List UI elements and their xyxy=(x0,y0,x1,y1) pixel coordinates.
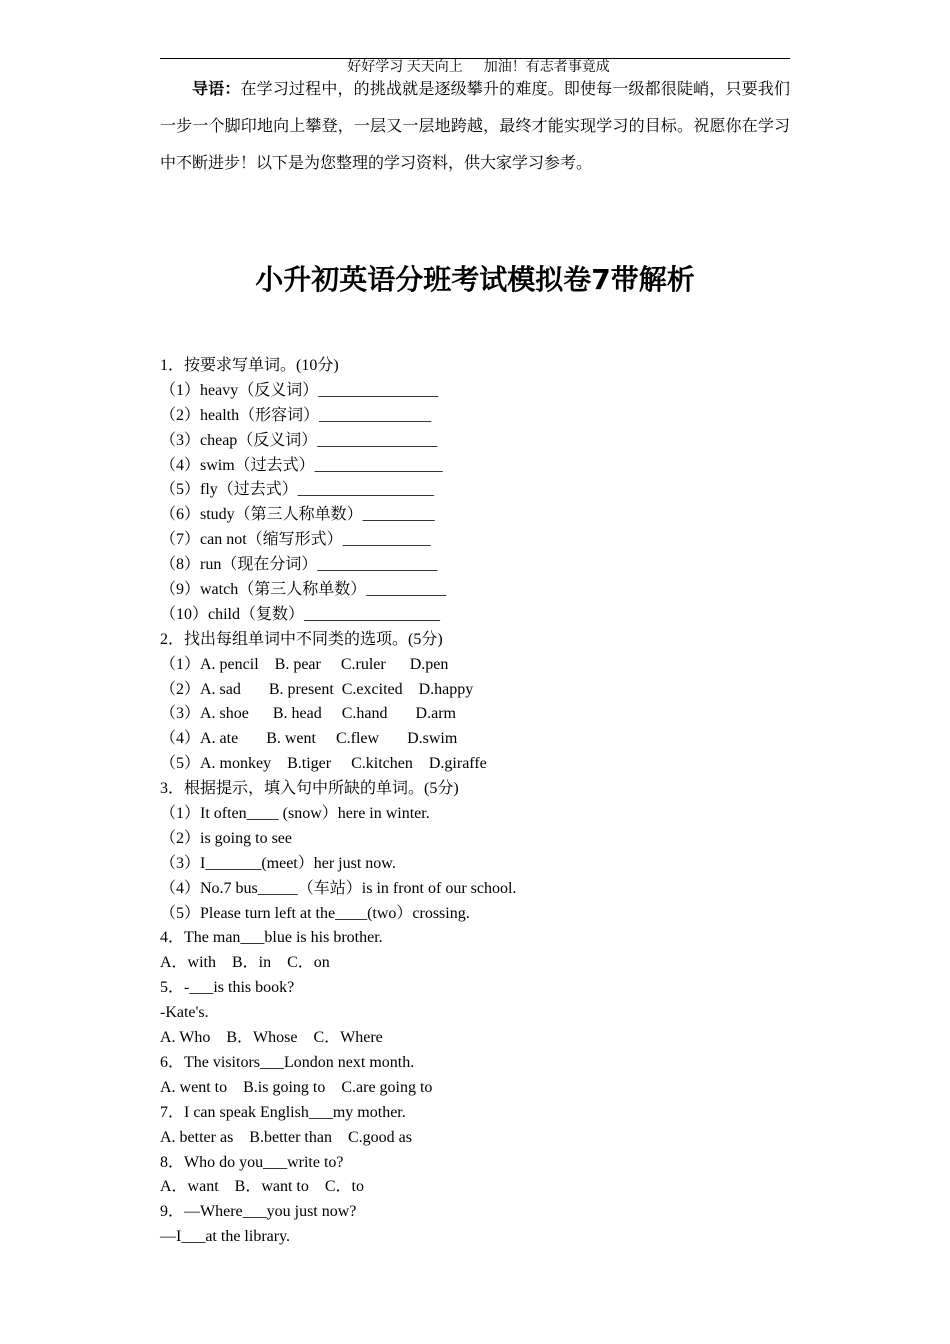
q1-item-1: （1）heavy（反义词）_______________ xyxy=(160,381,439,399)
q1-item-5: （5）fly（过去式）_________________ xyxy=(160,481,434,499)
q3-item-1: （1）It often____ (snow）here in winter. xyxy=(160,805,430,823)
q1-item-2: （2）health（形容词）______________ xyxy=(160,406,432,424)
question-8: 8．Who do you___write to? xyxy=(160,1153,344,1171)
q2-item-4: （4）A. ate B. went C.flew D.swim xyxy=(160,730,458,748)
q3-item-3: （3）I_______(meet）her just now. xyxy=(160,854,396,872)
q1-item-10: （10）child（复数）_________________ xyxy=(160,605,440,623)
q1-item-4: （4）swim（过去式）________________ xyxy=(160,456,443,474)
q3-item-5: （5）Please turn left at the____(two）crossing. xyxy=(160,904,470,922)
q2-item-2: （2）A. sad B. present C.excited D.happy xyxy=(160,680,474,698)
question-5-reply: -Kate's. xyxy=(160,1004,209,1022)
question-9: 9．—Where___you just now? xyxy=(160,1203,357,1221)
question-4: 4．The man___blue is his brother. xyxy=(160,929,383,947)
q1-item-6: （6）study（第三人称单数）_________ xyxy=(160,506,435,524)
q2-item-1: （1）A. pencil B. pear C.ruler D.pen xyxy=(160,655,449,673)
section-1-heading: 1．按要求写单词。(10分) xyxy=(160,357,339,374)
section-2-heading: 2．找出每组单词中不同类的选项。(5分) xyxy=(160,630,443,648)
question-5: 5．-___is this book? xyxy=(160,979,295,997)
document-title: 小升初英语分班考试模拟卷7带解析 xyxy=(255,263,695,296)
q1-item-8: （8）run（现在分词）_______________ xyxy=(160,556,438,574)
question-6: 6．The visitors___London next month. xyxy=(160,1053,415,1071)
section-3-heading: 3．根据提示，填入句中所缺的单词。(5分) xyxy=(160,780,459,798)
question-9-reply: —I___at the library. xyxy=(160,1228,291,1246)
intro-label: 导语： xyxy=(192,81,241,98)
q3-item-4: （4）No.7 bus_____（车站）is in front of our school. xyxy=(160,879,517,897)
q2-item-3: （3）A. shoe B. head C.hand D.arm xyxy=(160,705,456,723)
header-text: 好好学习 天天向上 加油！有志者事竟成 xyxy=(347,60,610,75)
q1-item-3: （3）cheap（反义词）_______________ xyxy=(160,431,438,449)
question-4-options: A．with B．in C．on xyxy=(160,954,330,972)
question-8-options: A．want B．want to C．to xyxy=(160,1178,364,1196)
q1-item-7: （7）can not（缩写形式）___________ xyxy=(160,531,431,549)
question-5-options: A. Who B．Whose C．Where xyxy=(160,1029,383,1047)
question-7-options: A. better as B.better than C.good as xyxy=(160,1128,412,1146)
q1-item-9: （9）watch（第三人称单数）__________ xyxy=(160,581,447,599)
q3-item-2: （2）is going to see xyxy=(160,829,292,847)
q2-item-5: （5）A. monkey B.tiger C.kitchen D.giraffe xyxy=(160,755,487,773)
questions-list xyxy=(160,354,790,1250)
question-7: 7．I can speak English___my mother. xyxy=(160,1103,406,1121)
intro-paragraph xyxy=(160,71,790,182)
intro-text: 在学习过程中，的挑战就是逐级攀升的难度。即使每一级都很陡峭，只要我们一步一个脚印地向上攀登，一层又一层地跨越，最终才能实现学习的目标。祝愿你在学习中不断进步！以下是为您整理的学习资料，供大家学习参考。 xyxy=(160,81,790,172)
page-header xyxy=(160,38,790,75)
question-6-options: A. went to B.is going to C.are going to xyxy=(160,1078,433,1096)
